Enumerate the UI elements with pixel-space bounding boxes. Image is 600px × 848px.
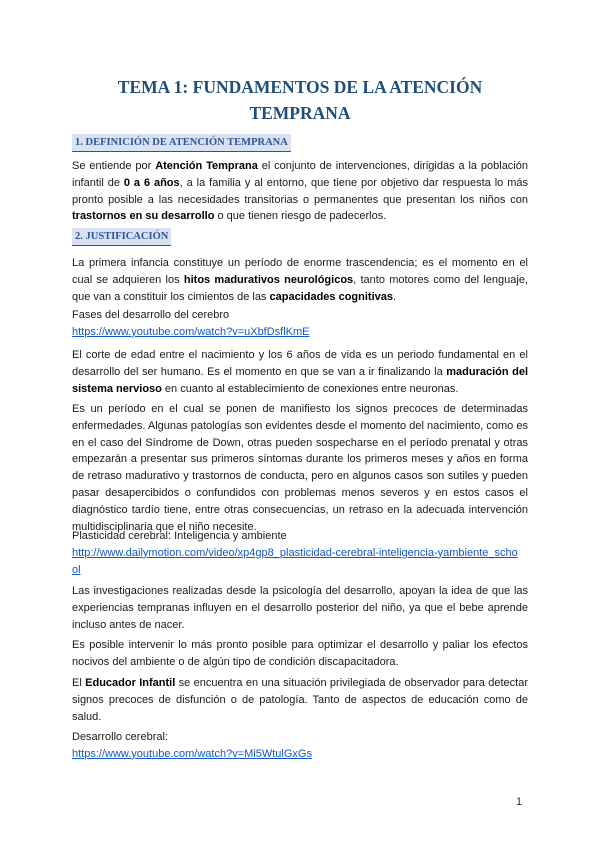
- page-number: 1: [516, 796, 523, 808]
- video-reference-fases: [72, 307, 528, 341]
- video-label: Desarrollo cerebral:: [72, 731, 168, 743]
- video-label: Plasticidad cerebral: Inteligencia y ambiente: [72, 530, 287, 542]
- video-reference-desarrollo: [72, 729, 528, 763]
- paragraph-signos-precoces: Es un período en el cual se ponen de manifiesto los signos precoces de determinadas enfermedades. Algunas patologías son evidentes desde el momento del nacimiento, como es en el caso del Síndrome de Down, otras pueden sospecharse en el período prenatal y otras empezarán a presentar sus primeros síntomas durante los primeros meses y años en forma de retraso madurativo y trastornos de conducta, pero en algunos casos son sutiles y pueden pasar desapercibidos o confundidos con problemas menos severos y en estos casos el diagnóstico tardío tiene, entre otras consecuencias, un retraso en la adecuada intervención multidisciplinaria que el niño necesite.: [72, 403, 528, 533]
- paragraph-primera-infancia: La primera infancia constituye un período de enorme trascendencia; es el momento en el cual se adquieren los hitos madurativos neurológicos, tanto motores como del lenguaje, que van a constituir los cimientos de las capacidades cognitivas.: [72, 257, 529, 303]
- video-link-fases[interactable]: https://www.youtube.com/watch?v=uXbfDsflKmE: [72, 325, 310, 338]
- video-link-desarrollo[interactable]: https://www.youtube.com/watch?v=Mi5WtulGxGs: [72, 747, 312, 760]
- paragraph-investigaciones: Las investigaciones realizadas desde la psicología del desarrollo, apoyan la idea de que las experiencias tempranas influyen en el desarrollo posterior del niño, ya que el bebe aprende incluso antes de nacer.: [72, 585, 528, 631]
- paragraph-definicion: Se entiende por Atención Temprana el conjunto de intervenciones, dirigidas a la población infantil de 0 a 6 años, a la familia y al entorno, que tiene por objetivo dar respuesta lo más pronto posible a las necesidades transitorias o permanentes que presentan los niños con trastornos en su desarrollo o que tienen riesgo de padecerlos.: [72, 160, 528, 223]
- video-label: Fases del desarrollo del cerebro: [72, 309, 230, 321]
- section-heading-definicion: 1. DEFINICIÓN DE ATENCIÓN TEMPRANA: [72, 134, 291, 152]
- title-line-1: TEMA 1: FUNDAMENTOS DE LA ATENCIÓN: [117, 77, 483, 97]
- paragraph-corte-edad: El corte de edad entre el nacimiento y los 6 años de vida es un periodo fundamental en el desarrollo del ser humano. Es el momento en que se van a ir finalizando la maduración del sistema nervioso en cuanto al establecimiento de conexiones entre neuronas.: [72, 349, 528, 395]
- section-heading-justificacion: 2. JUSTIFICACIÓN: [72, 228, 171, 246]
- video-link-plasticidad[interactable]: http://www.dailymotion.com/video/xp4gp8_plasticidad-cerebral-inteligencia-yambiente_scho ol: [72, 546, 518, 576]
- title-line-2: TEMPRANA: [249, 103, 351, 123]
- paragraph-educador-infantil: El Educador Infantil se encuentra en una situación privilegiada de observador para detectar signos precoces de disfunción o de patología. Tanto de aspectos de educación como de salud.: [72, 677, 528, 723]
- page-title: [60, 74, 540, 126]
- video-reference-plasticidad: [72, 528, 528, 578]
- paragraph-intervenir: Es posible intervenir lo más pronto posible para optimizar el desarrollo y paliar los efectos nocivos del ambiente o de algún tipo de condición discapacitadora.: [72, 639, 528, 668]
